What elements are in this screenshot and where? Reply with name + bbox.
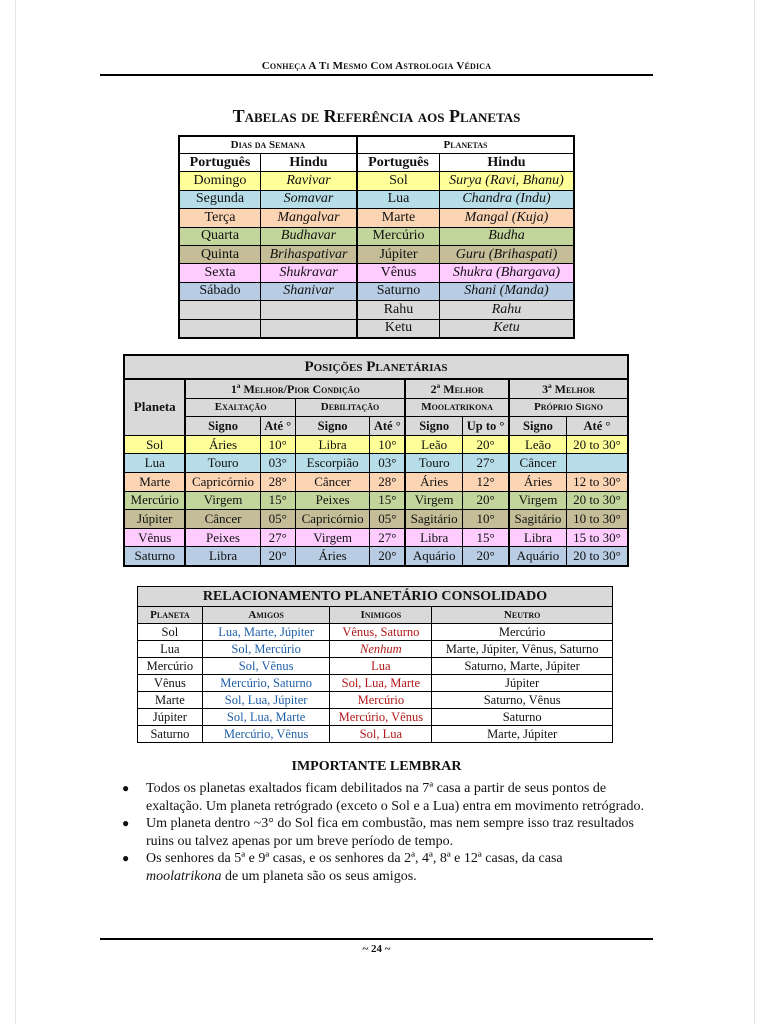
running-head: Conheça A Ti Mesmo Com Astrologia Védica <box>261 60 492 72</box>
own-sign-cell: Libra <box>509 528 566 547</box>
notes-list <box>118 780 648 885</box>
own-sign-degree-cell: 20 to 30° <box>566 547 628 566</box>
planet-pt-cell: Saturno <box>357 282 439 300</box>
planet-hindu-cell: Guru (Brihaspati) <box>439 245 574 263</box>
moolatrikona-degree-cell: 27° <box>463 454 509 473</box>
group-second-header: 2ª Melhor <box>405 379 509 398</box>
enemies-cell: Mercúrio <box>330 692 432 709</box>
debilitation-degree-cell: 03° <box>370 454 405 473</box>
exaltation-sign-cell: Áries <box>185 435 260 454</box>
debilitation-sign-cell: Libra <box>295 435 370 454</box>
planet-cell: Saturno <box>124 547 185 566</box>
day-pt-cell <box>179 319 260 338</box>
table-row <box>179 245 574 263</box>
own-sign-degree-cell: 12 to 30° <box>566 472 628 491</box>
day-pt-cell: Sexta <box>179 264 260 282</box>
group-best-worst-header: 1ª Melhor/Pior Condição <box>185 379 405 398</box>
list-item <box>118 850 648 885</box>
exaltation-degree-cell: 05° <box>260 510 295 529</box>
bullet-icon: ● <box>122 816 130 830</box>
moolatrikona-sign-cell: Sagitário <box>405 510 462 529</box>
planet-cell: Marte <box>138 692 203 709</box>
exaltation-degree-cell: 15° <box>260 491 295 510</box>
table-row <box>138 658 613 675</box>
table-row <box>124 491 628 510</box>
col-signo: Signo <box>509 417 566 436</box>
friends-cell: Sol, Lua, Júpiter <box>202 692 330 709</box>
planet-cell: Vênus <box>138 675 203 692</box>
exaltation-degree-cell: 28° <box>260 472 295 491</box>
planet-cell: Marte <box>124 472 185 491</box>
note-text: Um planeta dentro ~3° do Sol fica em combustão, mas nem sempre isso traz resultados ruins ou talvez apenas por um breve período de tempo. <box>146 816 634 849</box>
bullet-icon: ● <box>122 781 130 795</box>
planet-hindu-cell: Chandra (Indu) <box>439 190 574 208</box>
exaltation-sign-cell: Virgem <box>185 491 260 510</box>
debilitation-sign-cell: Áries <box>295 547 370 566</box>
day-hindu-cell: Brihaspativar <box>260 245 357 263</box>
exaltation-header: Exaltação <box>185 398 295 417</box>
debilitation-degree-cell: 28° <box>370 472 405 491</box>
table-row <box>138 709 613 726</box>
table-row <box>179 319 574 338</box>
day-pt-cell: Domingo <box>179 172 260 190</box>
planet-cell: Júpiter <box>124 510 185 529</box>
day-hindu-cell: Budhavar <box>260 227 357 245</box>
page-title: Tabelas de Referência aos Planetas <box>232 106 521 126</box>
planet-cell: Saturno <box>138 726 203 743</box>
exaltation-sign-cell: Libra <box>185 547 260 566</box>
debilitation-sign-cell: Virgem <box>295 528 370 547</box>
exaltation-sign-cell: Câncer <box>185 510 260 529</box>
enemies-cell: Sol, Lua, Marte <box>330 675 432 692</box>
positions-title: Posições Planetárias <box>124 355 628 379</box>
planet-cell: Vênus <box>124 528 185 547</box>
day-hindu-cell: Ravivar <box>260 172 357 190</box>
page-number: ~ 24 ~ <box>362 943 391 955</box>
col-upto: Up to ° <box>463 417 509 436</box>
planet-cell: Sol <box>124 435 185 454</box>
planet-cell: Lua <box>138 641 203 658</box>
day-hindu-cell: Shukravar <box>260 264 357 282</box>
neutral-cell: Saturno, Vênus <box>432 692 613 709</box>
moolatrikona-degree-cell: 10° <box>463 510 509 529</box>
own-sign-degree-cell: 20 to 30° <box>566 435 628 454</box>
bullet-icon: ● <box>122 851 130 865</box>
day-pt-cell: Quinta <box>179 245 260 263</box>
day-hindu-cell: Mangalvar <box>260 209 357 227</box>
friends-cell: Lua, Marte, Júpiter <box>202 624 330 641</box>
note-text: Todos os planetas exaltados ficam debilitados na 7ª casa a partir de seus pontos de exaltação. Um planeta retrógrado (exceto o Sol e a Lua) entra em movimento retrógrado. <box>146 781 644 814</box>
table-row <box>179 227 574 245</box>
planet-hindu-cell: Shani (Manda) <box>439 282 574 300</box>
table-row <box>124 547 628 566</box>
enemies-cell: Vênus, Saturno <box>330 624 432 641</box>
planet-pt-cell: Marte <box>357 209 439 227</box>
planet-cell: Júpiter <box>138 709 203 726</box>
debilitation-sign-cell: Peixes <box>295 491 370 510</box>
table-row <box>124 472 628 491</box>
own-sign-cell: Aquário <box>509 547 566 566</box>
table-row <box>138 692 613 709</box>
neutral-cell: Marte, Júpiter <box>432 726 613 743</box>
group-third-header: 3ª Melhor <box>509 379 628 398</box>
section-days-header: Dias da Semana <box>179 136 357 154</box>
exaltation-sign-cell: Touro <box>185 454 260 473</box>
col-header-neutro: Neutro <box>432 607 613 624</box>
note-emphasis: moolatrikona <box>146 868 222 884</box>
table-row <box>124 435 628 454</box>
exaltation-degree-cell: 27° <box>260 528 295 547</box>
moolatrikona-sign-cell: Virgem <box>405 491 462 510</box>
col-header-amigos: Amigos <box>202 607 330 624</box>
planet-pt-cell: Mercúrio <box>357 227 439 245</box>
day-pt-cell: Segunda <box>179 190 260 208</box>
friends-cell: Sol, Lua, Marte <box>202 709 330 726</box>
moolatrikona-degree-cell: 12° <box>463 472 509 491</box>
day-hindu-cell: Somavar <box>260 190 357 208</box>
table-row <box>124 454 628 473</box>
exaltation-degree-cell: 10° <box>260 435 295 454</box>
exaltation-degree-cell: 03° <box>260 454 295 473</box>
own-sign-cell: Sagitário <box>509 510 566 529</box>
day-pt-cell: Terça <box>179 209 260 227</box>
planet-hindu-cell: Mangal (Kuja) <box>439 209 574 227</box>
exaltation-sign-cell: Capricórnio <box>185 472 260 491</box>
col-header-pt: Português <box>179 154 260 172</box>
day-pt-cell: Quarta <box>179 227 260 245</box>
day-pt-cell <box>179 301 260 319</box>
exaltation-degree-cell: 20° <box>260 547 295 566</box>
neutral-cell: Júpiter <box>432 675 613 692</box>
planet-cell: Sol <box>138 624 203 641</box>
table-row <box>124 510 628 529</box>
debilitation-sign-cell: Capricórnio <box>295 510 370 529</box>
col-signo: Signo <box>185 417 260 436</box>
table-row <box>138 641 613 658</box>
friends-cell: Sol, Vênus <box>202 658 330 675</box>
planet-pt-cell: Ketu <box>357 319 439 338</box>
planet-pt-cell: Rahu <box>357 301 439 319</box>
moolatrikona-sign-cell: Aquário <box>405 547 462 566</box>
footer-rule <box>100 938 653 940</box>
neutral-cell: Saturno, Marte, Júpiter <box>432 658 613 675</box>
enemies-cell: Sol, Lua <box>330 726 432 743</box>
table-row <box>179 301 574 319</box>
planet-hindu-cell: Budha <box>439 227 574 245</box>
neutral-cell: Marte, Júpiter, Vênus, Saturno <box>432 641 613 658</box>
planet-col-header: Planeta <box>124 379 185 435</box>
col-ate: Até ° <box>370 417 405 436</box>
enemies-cell: Lua <box>330 658 432 675</box>
debilitation-degree-cell: 10° <box>370 435 405 454</box>
moolatrikona-degree-cell: 15° <box>463 528 509 547</box>
col-header-planeta: Planeta <box>138 607 203 624</box>
planet-cell: Mercúrio <box>124 491 185 510</box>
planet-hindu-cell: Shukra (Bhargava) <box>439 264 574 282</box>
moolatrikona-header: Moolatrikona <box>405 398 509 417</box>
planet-pt-cell: Júpiter <box>357 245 439 263</box>
col-signo: Signo <box>405 417 462 436</box>
moolatrikona-sign-cell: Áries <box>405 472 462 491</box>
planet-hindu-cell: Rahu <box>439 301 574 319</box>
planet-pt-cell: Sol <box>357 172 439 190</box>
friends-cell: Mercúrio, Saturno <box>202 675 330 692</box>
enemies-cell: Nenhum <box>330 641 432 658</box>
days-planets-table <box>178 135 575 339</box>
list-item <box>118 815 648 850</box>
planetary-positions-table <box>123 354 629 567</box>
own-sign-cell: Câncer <box>509 454 566 473</box>
planet-cell: Lua <box>124 454 185 473</box>
day-hindu-cell <box>260 301 357 319</box>
planet-hindu-cell: Surya (Ravi, Bhanu) <box>439 172 574 190</box>
own-sign-degree-cell: 15 to 30° <box>566 528 628 547</box>
table-row <box>179 264 574 282</box>
col-header-hindu: Hindu <box>439 154 574 172</box>
planet-cell: Mercúrio <box>138 658 203 675</box>
relationship-title: RELACIONAMENTO PLANETÁRIO CONSOLIDADO <box>138 587 613 607</box>
own-sign-cell: Virgem <box>509 491 566 510</box>
day-pt-cell: Sábado <box>179 282 260 300</box>
enemies-cell: Mercúrio, Vênus <box>330 709 432 726</box>
own-sign-cell: Áries <box>509 472 566 491</box>
table-row <box>138 675 613 692</box>
table-row <box>138 726 613 743</box>
debilitation-sign-cell: Câncer <box>295 472 370 491</box>
debilitation-degree-cell: 27° <box>370 528 405 547</box>
moolatrikona-sign-cell: Libra <box>405 528 462 547</box>
own-sign-cell: Leão <box>509 435 566 454</box>
note-text: Os senhores da 5ª e 9ª casas, e os senhores da 2ª, 4ª, 8ª e 12ª casas, da casa <box>146 851 563 866</box>
planet-hindu-cell: Ketu <box>439 319 574 338</box>
friends-cell: Sol, Mercúrio <box>202 641 330 658</box>
own-sign-degree-cell: 20 to 30° <box>566 491 628 510</box>
col-signo: Signo <box>295 417 370 436</box>
friends-cell: Mercúrio, Vênus <box>202 726 330 743</box>
table-row <box>138 624 613 641</box>
exaltation-sign-cell: Peixes <box>185 528 260 547</box>
moolatrikona-degree-cell: 20° <box>463 491 509 510</box>
own-sign-degree-cell: 10 to 30° <box>566 510 628 529</box>
col-header-hindu: Hindu <box>260 154 357 172</box>
debilitation-degree-cell: 05° <box>370 510 405 529</box>
section-planets-header: Planetas <box>357 136 574 154</box>
day-hindu-cell: Shanivar <box>260 282 357 300</box>
own-sign-header: Próprio Signo <box>509 398 628 417</box>
col-header-pt: Português <box>357 154 439 172</box>
moolatrikona-degree-cell: 20° <box>463 547 509 566</box>
table-row <box>124 528 628 547</box>
own-sign-degree-cell <box>566 454 628 473</box>
planet-pt-cell: Vênus <box>357 264 439 282</box>
moolatrikona-sign-cell: Leão <box>405 435 462 454</box>
table-row <box>179 282 574 300</box>
header-rule <box>100 74 653 76</box>
col-ate: Até ° <box>260 417 295 436</box>
debilitation-degree-cell: 20° <box>370 547 405 566</box>
debilitation-header: Debilitação <box>295 398 405 417</box>
list-item <box>118 780 648 815</box>
planet-pt-cell: Lua <box>357 190 439 208</box>
day-hindu-cell <box>260 319 357 338</box>
planetary-relationship-table <box>137 586 613 743</box>
col-ate: Até ° <box>566 417 628 436</box>
neutral-cell: Saturno <box>432 709 613 726</box>
col-header-inimigos: Inimigos <box>330 607 432 624</box>
table-row <box>179 209 574 227</box>
moolatrikona-sign-cell: Touro <box>405 454 462 473</box>
notes-title: IMPORTANTE LEMBRAR <box>291 759 462 774</box>
debilitation-degree-cell: 15° <box>370 491 405 510</box>
neutral-cell: Mercúrio <box>432 624 613 641</box>
note-text: de um planeta são os seus amigos. <box>221 868 417 884</box>
table-row <box>179 172 574 190</box>
moolatrikona-degree-cell: 20° <box>463 435 509 454</box>
debilitation-sign-cell: Escorpião <box>295 454 370 473</box>
table-row <box>179 190 574 208</box>
